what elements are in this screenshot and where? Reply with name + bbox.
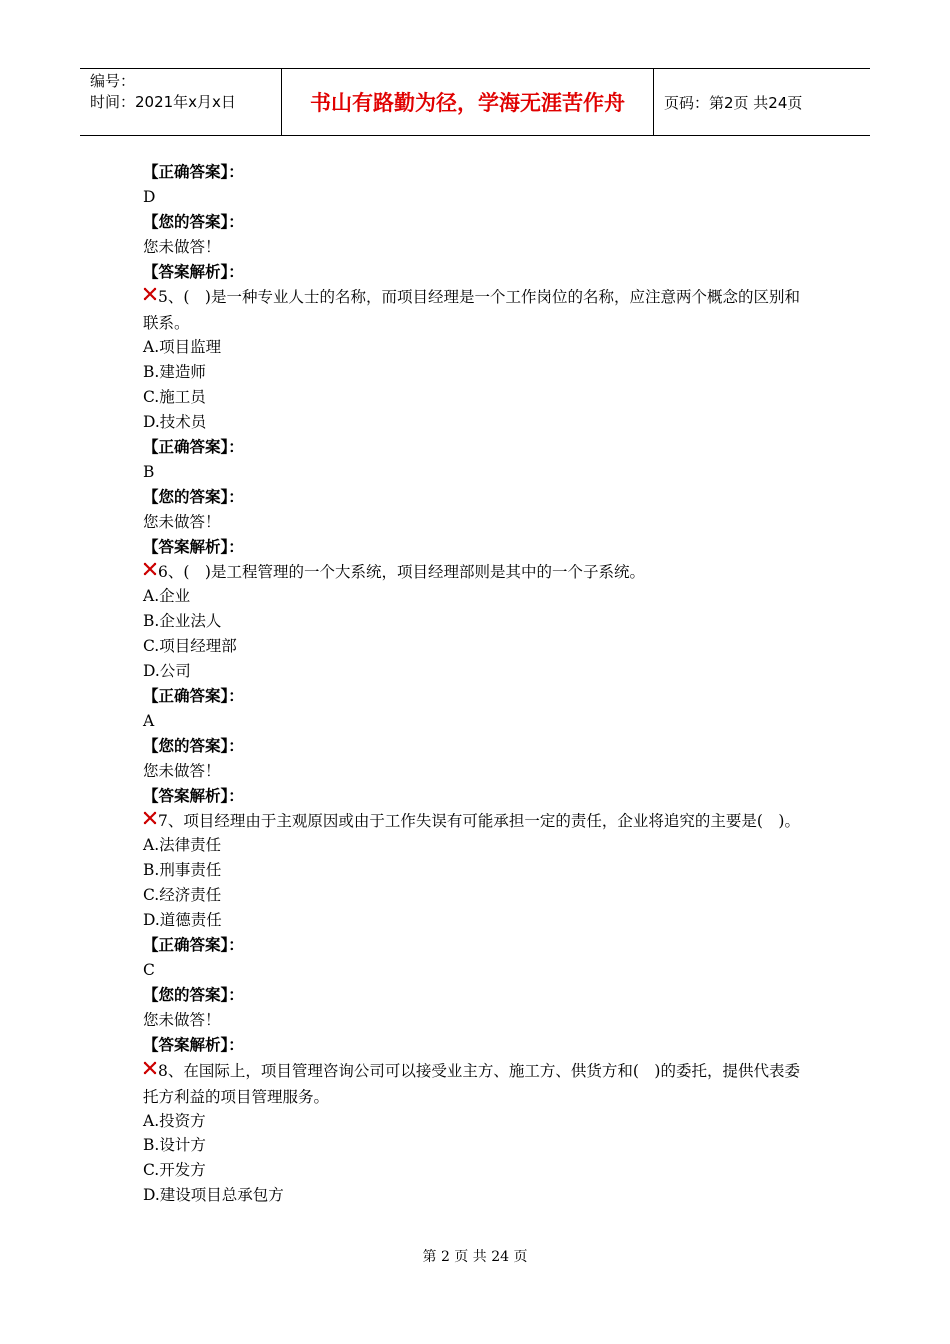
- doc-number-label: 编号：: [90, 72, 136, 90]
- option-item: B.企业法人: [143, 612, 222, 631]
- answer-value: 您未做答！: [143, 761, 221, 780]
- option-item: A.法律责任: [143, 836, 222, 855]
- option-item: D.技术员: [143, 413, 207, 432]
- option-item: A.项目监理: [143, 338, 222, 357]
- answer-section-label: 【答案解析】：: [143, 1035, 244, 1054]
- question-stem: [143, 559, 813, 585]
- answer-section-label: 【答案解析】：: [143, 537, 244, 556]
- option-item: C.施工员: [143, 388, 206, 407]
- option-item: A.企业: [143, 587, 191, 606]
- question-text: 6、( )是工程管理的一个大系统，项目经理部则是其中的一个子系统。: [158, 563, 645, 582]
- cross-icon: [143, 287, 157, 301]
- option-item: B.刑事责任: [143, 861, 222, 880]
- question-text: 8、在国际上，项目管理咨询公司可以接受业主方、施工方、供货方和( )的委托，提供代表委托方利益的项目管理服务。: [143, 1061, 800, 1106]
- option-item: D.道德责任: [143, 911, 222, 930]
- question-text: 7、项目经理由于主观原因或由于工作失误有可能承担一定的责任，企业将追究的主要是( )。: [158, 812, 800, 831]
- answer-section-label: 【您的答案】：: [143, 985, 244, 1004]
- header-page-info: 页码：第2页 共24页: [664, 93, 803, 112]
- question-stem: [143, 284, 813, 336]
- page-header: [80, 68, 870, 136]
- answer-value: 您未做答！: [143, 512, 221, 531]
- page-footer: 第 2 页 共 24 页: [422, 1249, 528, 1265]
- answer-section-label: 【正确答案】：: [143, 687, 244, 706]
- answer-section-label: 【您的答案】：: [143, 487, 244, 506]
- answer-section-label: 【正确答案】：: [143, 936, 244, 955]
- question-stem: [143, 1058, 813, 1110]
- answer-value: 您未做答！: [143, 237, 221, 256]
- doc-time-label: 时间：2021年x月x日: [90, 93, 236, 111]
- answer-value: C: [143, 960, 155, 979]
- option-item: C.项目经理部: [143, 637, 237, 656]
- option-item: A.投资方: [143, 1111, 206, 1130]
- answer-value: A: [143, 711, 155, 730]
- answer-section-label: 【您的答案】：: [143, 736, 244, 755]
- option-item: D.公司: [143, 662, 191, 681]
- option-item: C.经济责任: [143, 886, 222, 905]
- question-stem: [143, 808, 813, 834]
- option-item: B.设计方: [143, 1136, 206, 1155]
- header-left-cell: [80, 69, 282, 135]
- option-item: B.建造师: [143, 363, 206, 382]
- answer-section-label: 【正确答案】：: [143, 438, 244, 457]
- answer-section-label: 【正确答案】：: [143, 163, 244, 181]
- answer-value: D: [143, 187, 156, 206]
- option-item: C.开发方: [143, 1161, 206, 1180]
- cross-icon: [143, 1061, 157, 1075]
- document-body: [143, 160, 813, 1208]
- question-text: 5、( )是一种专业人士的名称，而项目经理是一个工作岗位的名称，应注意两个概念的区别和联系。: [143, 288, 800, 333]
- cross-icon: [143, 562, 157, 576]
- answer-section-label: 【答案解析】：: [143, 262, 244, 281]
- answer-value: 您未做答！: [143, 1010, 221, 1029]
- answer-section-label: 【您的答案】：: [143, 212, 244, 231]
- answer-value: B: [143, 462, 155, 481]
- option-item: D.建设项目总承包方: [143, 1186, 284, 1205]
- cross-icon: [143, 811, 157, 825]
- header-motto: 书山有路勤为径，学海无涯苦作舟: [282, 69, 654, 135]
- answer-section-label: 【答案解析】：: [143, 786, 244, 805]
